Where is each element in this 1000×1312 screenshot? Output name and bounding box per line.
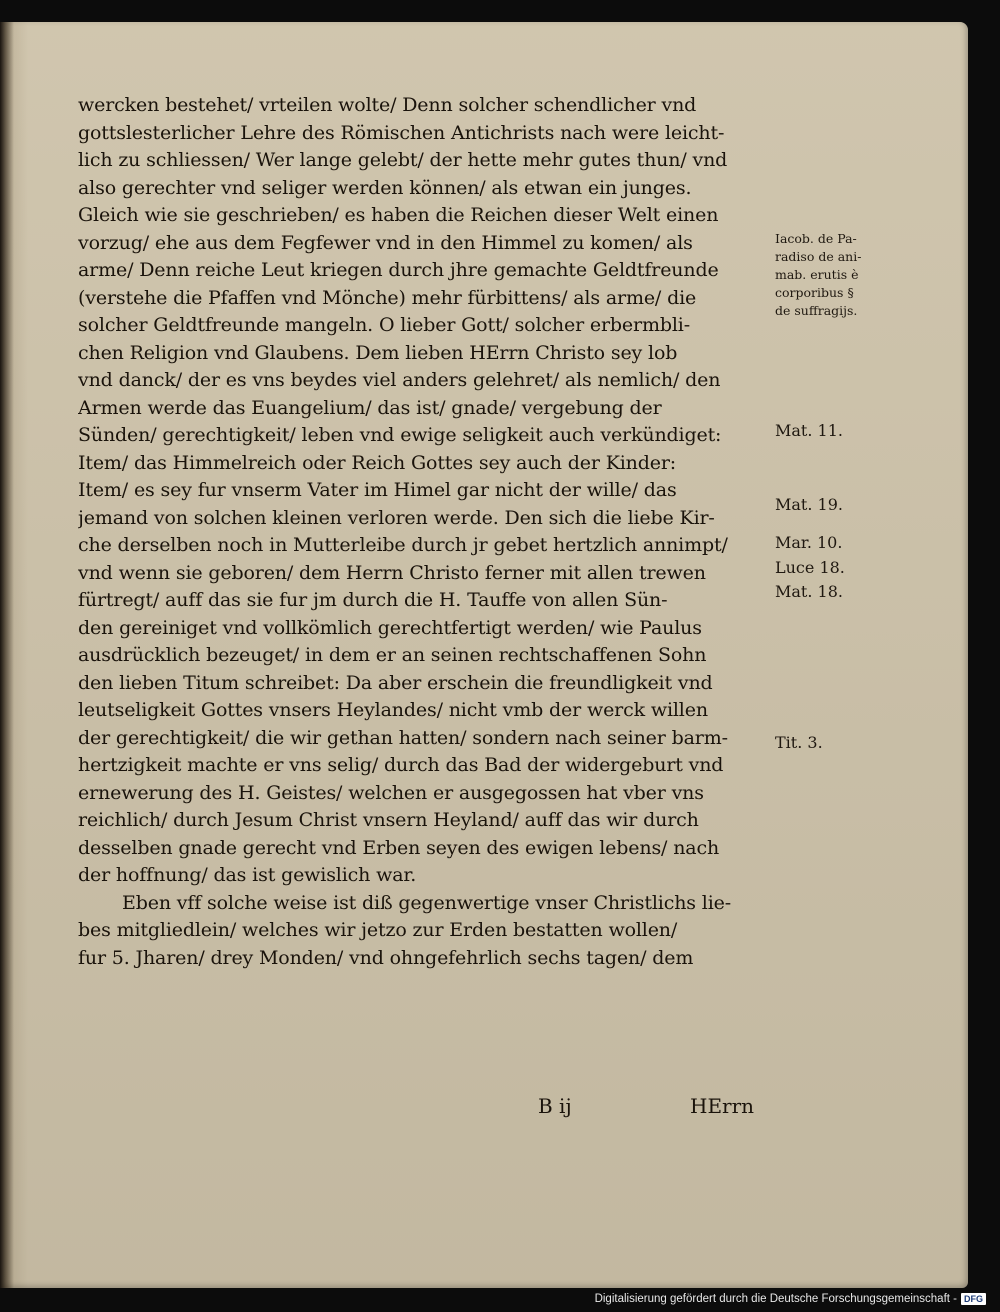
text-line: der hoffnung/ das ist gewislich war. xyxy=(78,864,417,886)
text-line: jemand von solchen kleinen verloren werde. Den sich die liebe Kir- xyxy=(78,506,715,529)
signature-mark: B ij xyxy=(538,1094,572,1118)
margin-note-reference: Luce 18. xyxy=(775,558,845,577)
margin-note-reference: Mat. 19. xyxy=(775,495,843,514)
text-line: reichlich/ durch Jesum Christ vnsern Heyland/ auff das wir durch xyxy=(78,809,699,831)
text-line: Item/ es sey fur vnserm Vater im Himel gar nicht der wille/ das xyxy=(78,479,677,501)
text-line: vnd wenn sie geboren/ dem Herrn Christo ferner mit allen trewen xyxy=(78,561,706,584)
text-line: fürtregt/ auff das sie fur jm durch die H. Tauffe von allen Sün- xyxy=(78,589,668,611)
text-line: (verstehe die Pfaffen vnd Mönche) mehr fürbittens/ als arme/ die xyxy=(78,286,697,309)
funding-footer xyxy=(595,1288,986,1310)
text-line: Item/ das Himmelreich oder Reich Gottes sey auch der Kinder: xyxy=(78,451,677,474)
margin-note-reference: de suffragijs. xyxy=(775,303,858,318)
text-line: chen Religion vnd Glaubens. Dem lieben HErrn Christo sey lob xyxy=(78,341,678,364)
dfg-logo: DFG xyxy=(961,1293,986,1305)
text-line: Gleich wie sie geschrieben/ es haben die Reichen dieser Welt einen xyxy=(78,204,719,226)
margin-note-reference: Mar. 10. xyxy=(775,533,843,552)
text-line: Armen werde das Euangelium/ das ist/ gnade/ vergebung der xyxy=(78,396,662,419)
margin-notes xyxy=(775,22,885,1288)
text-line: vnd danck/ der es vns beydes viel anders gelehret/ als nemlich/ den xyxy=(78,369,721,391)
text-line: wercken bestehet/ vrteilen wolte/ Denn solcher schendlicher vnd xyxy=(78,94,697,116)
text-line: hertzigkeit machte er vns selig/ durch das Bad der widergeburt vnd xyxy=(78,754,724,776)
text-line: der gerechtigkeit/ die wir gethan hatten/ sondern nach seiner barm- xyxy=(78,726,728,749)
margin-note-reference: Iacob. de Pa- xyxy=(775,231,857,246)
body-text xyxy=(78,92,778,972)
text-line: arme/ Denn reiche Leut kriegen durch jhre gemachte Geldtfreunde xyxy=(78,259,719,281)
text-line: che derselben noch in Mutterleibe durch jr gebet hertzlich annimpt/ xyxy=(78,534,728,556)
text-line: Eben vff solche weise ist diß gegenwertige vnser Christlichs lie- xyxy=(122,891,732,914)
book-page xyxy=(0,22,968,1288)
margin-note-reference: radiso de ani- xyxy=(775,249,862,264)
text-line: ausdrücklich bezeuget/ in dem er an seinen rechtschaffenen Sohn xyxy=(78,644,707,666)
margin-note-reference: Mat. 18. xyxy=(775,582,843,601)
text-line: fur 5. Jharen/ drey Monden/ vnd ohngefehrlich sechs tagen/ dem xyxy=(78,946,694,969)
text-line: ernewerung des H. Geistes/ welchen er ausgegossen hat vber vns xyxy=(78,781,704,804)
text-line: den lieben Titum schreibet: Da aber erschein die freundligkeit vnd xyxy=(78,671,713,694)
text-line: also gerechter vnd seliger werden können/ als etwan ein junges. xyxy=(78,176,692,199)
text-line: vorzug/ ehe aus dem Fegfewer vnd in den Himmel zu komen/ als xyxy=(78,231,693,254)
text-line: bes mitgliedlein/ welches wir jetzo zur Erden bestatten wollen/ xyxy=(78,919,678,941)
gutter-shadow xyxy=(0,22,14,1288)
text-line: gottslesterlicher Lehre des Römischen Antichrists nach were leicht- xyxy=(78,121,725,144)
text-line: leutseligkeit Gottes vnsers Heylandes/ nicht vmb der werck willen xyxy=(78,699,708,721)
text-line: lich zu schliessen/ Wer lange gelebt/ der hette mehr gutes thun/ vnd xyxy=(78,149,728,171)
text-line: Sünden/ gerechtigkeit/ leben vnd ewige seligkeit auch verkündiget: xyxy=(78,424,722,446)
margin-note-reference: mab. erutis è xyxy=(775,267,859,282)
text-line: solcher Geldtfreunde mangeln. O lieber Gott/ solcher erbermbli- xyxy=(78,314,690,336)
text-line: desselben gnade gerecht vnd Erben seyen des ewigen lebens/ nach xyxy=(78,836,720,859)
margin-note-reference: corporibus § xyxy=(775,285,854,300)
funding-text: Digitalisierung gefördert durch die Deutsche Forschungsgemeinschaft - xyxy=(594,1293,957,1305)
catchword: HErrn xyxy=(690,1094,755,1118)
margin-note-reference: Tit. 3. xyxy=(775,733,823,752)
text-line: den gereiniget vnd vollkömlich gerechtfertigt werden/ wie Paulus xyxy=(78,616,702,639)
margin-note-reference: Mat. 11. xyxy=(775,421,843,440)
